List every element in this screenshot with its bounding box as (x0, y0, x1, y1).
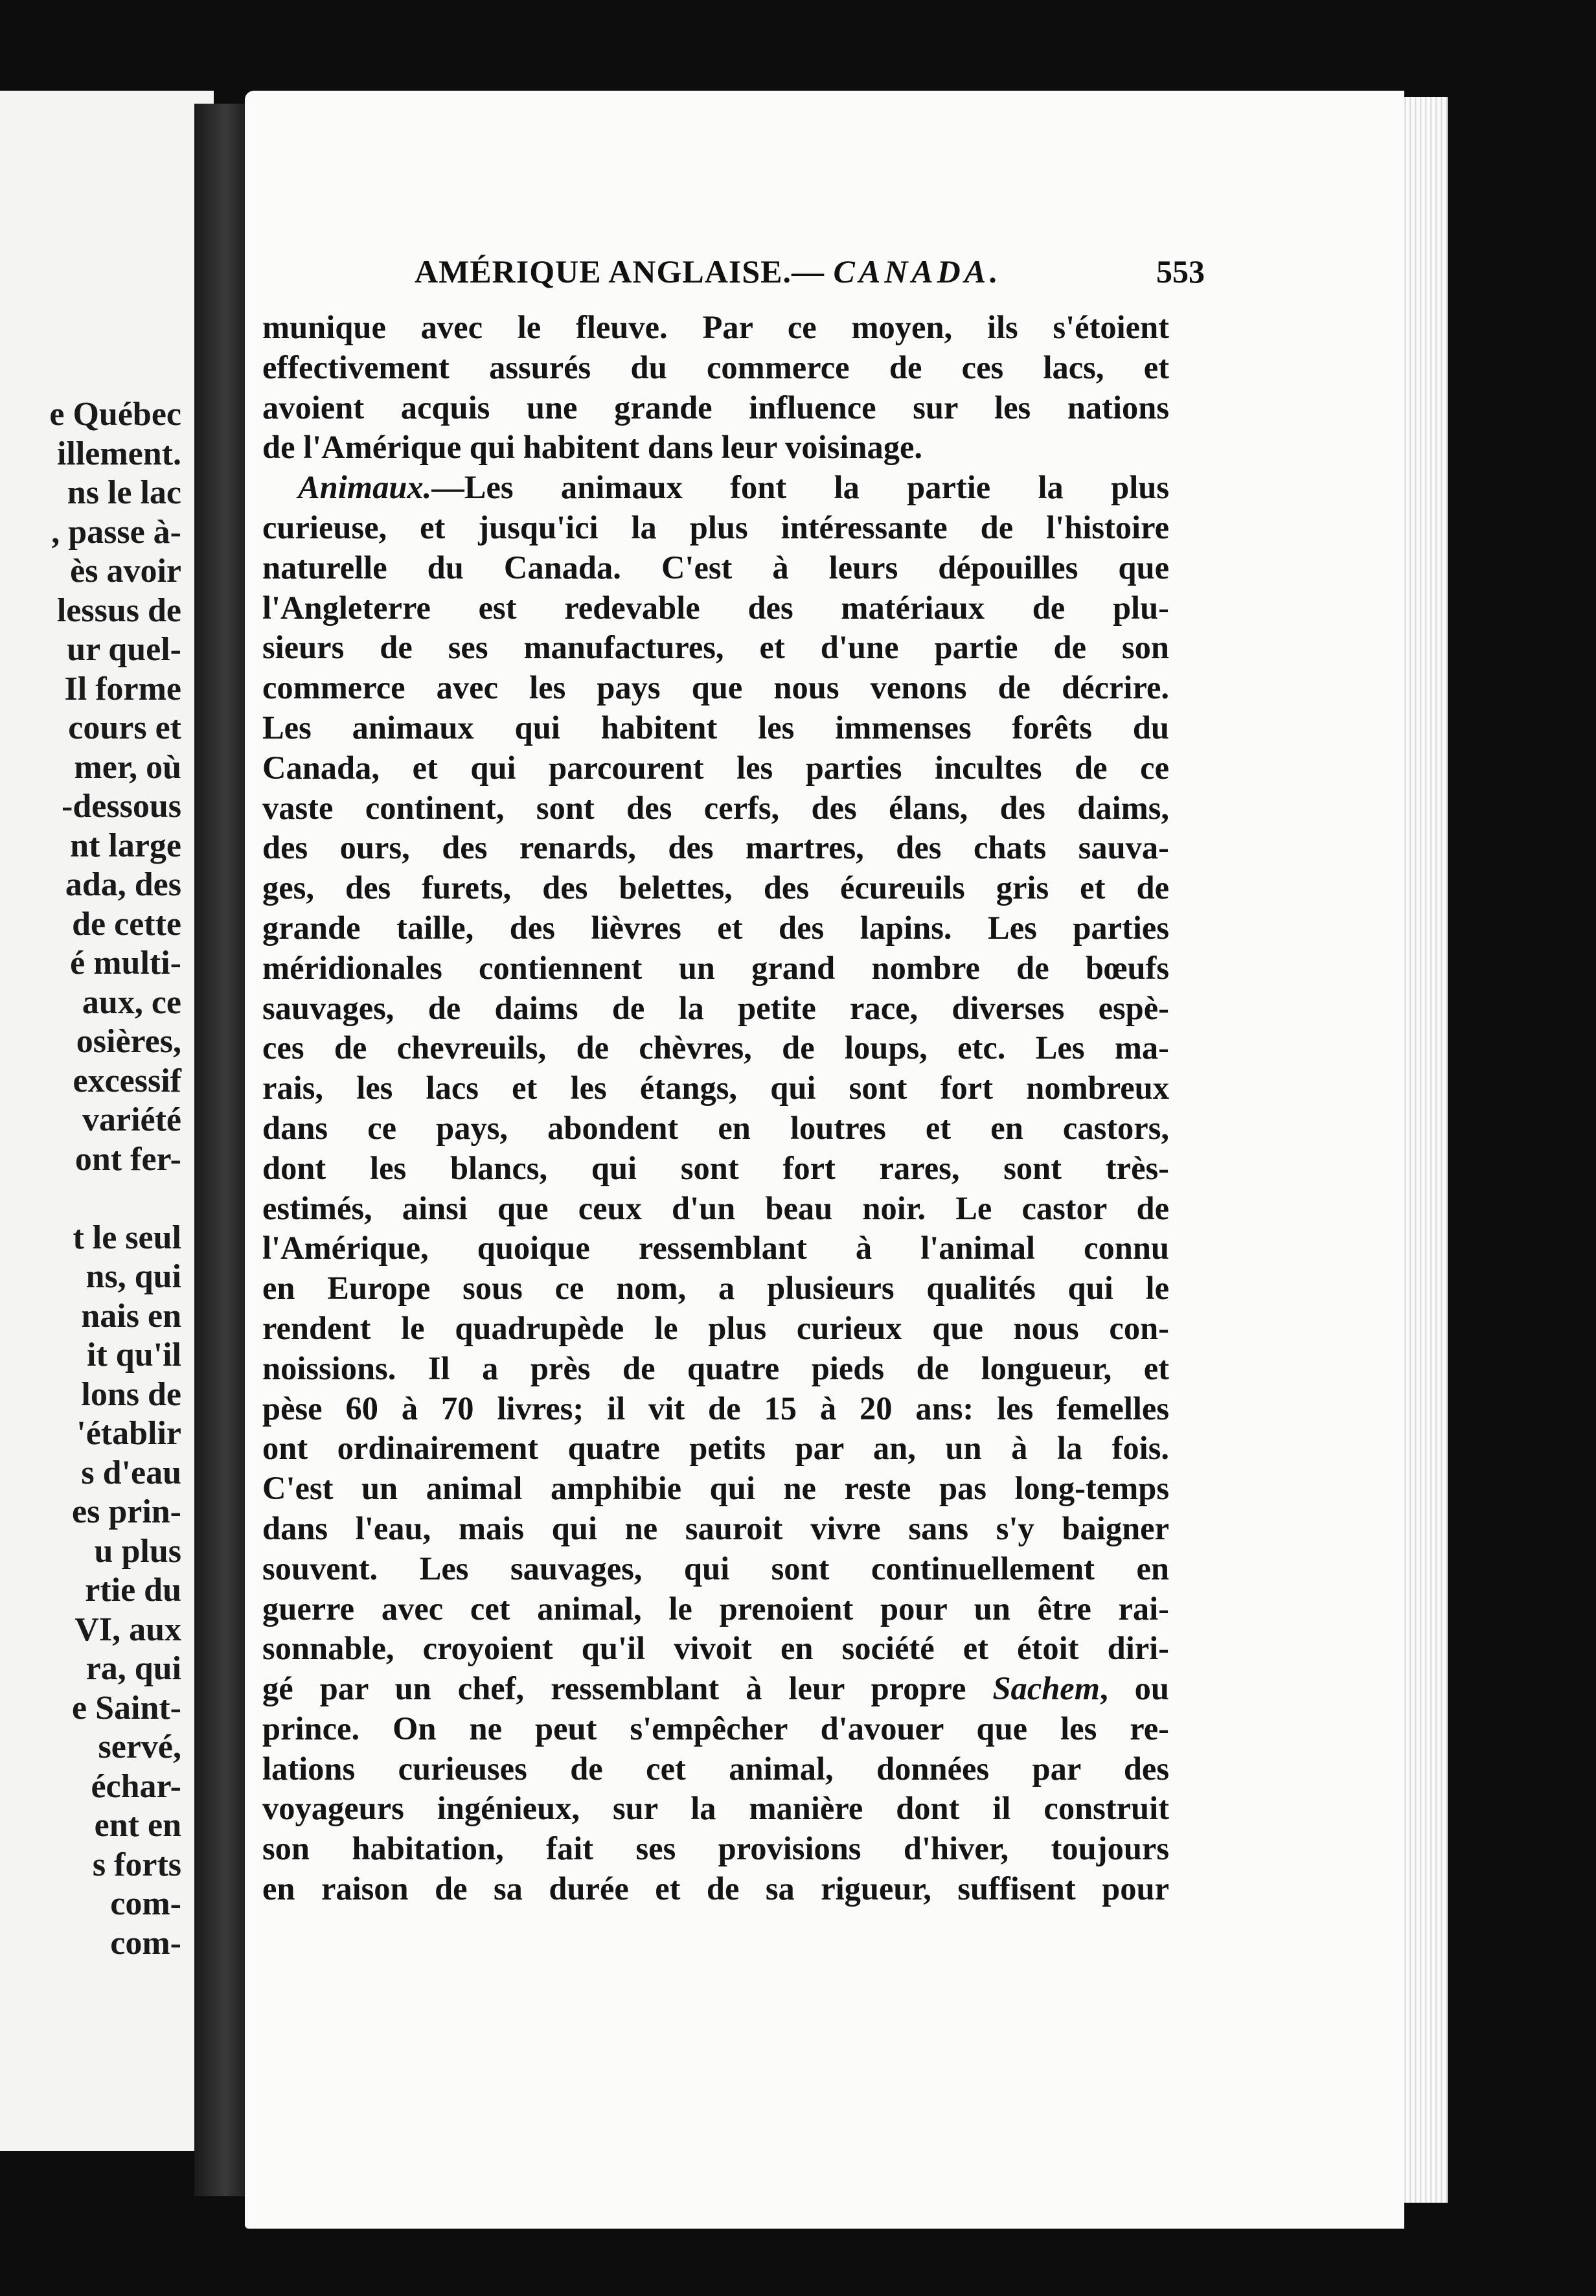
paragraph-start-line (262, 468, 1169, 508)
text-line: rais, les lacs et les étangs, qui sont fort nombreux (262, 1070, 1169, 1107)
text-line: estimés, ainsi que ceux d'un beau noir. Le castor de (262, 1189, 1169, 1226)
left-page-line: nais en (81, 1297, 181, 1335)
left-page-line: osières, (76, 1023, 181, 1060)
text-line: son habitation, fait ses provisions d'hiver, toujours (262, 1830, 1169, 1867)
text-line: en raison de sa durée et de sa rigueur, suffisent pour (262, 1870, 1169, 1907)
left-page (0, 91, 214, 2151)
left-page-line: ur quel- (67, 631, 181, 668)
left-page-line: com- (110, 1885, 181, 1922)
left-page-line: , passe à- (51, 513, 181, 551)
text-line: sonnable, croyoient qu'il vivoit en société et étoit diri- (262, 1630, 1169, 1667)
text-line-fragment: gé par un chef, ressemblant à leur propre (262, 1670, 993, 1707)
left-page-line: VI, aux (74, 1611, 181, 1648)
left-page-line: Il forme (64, 670, 181, 707)
left-page-line: e Québec (49, 396, 181, 433)
left-page-line: de cette (72, 905, 181, 943)
left-page-line: -dessous (62, 788, 181, 825)
left-page-line: t le seul (73, 1219, 181, 1256)
left-page-line: lessus de (56, 591, 181, 629)
left-page-line: échar- (91, 1767, 181, 1805)
left-page-line: e Saint- (72, 1689, 181, 1727)
left-page-line: com- (110, 1924, 181, 1962)
left-page-line: é multi- (70, 945, 181, 982)
left-page-line: es prin- (72, 1493, 181, 1530)
page-number: 553 (1156, 253, 1205, 290)
left-page-line: ont fer- (74, 1140, 181, 1178)
header-dash: — (792, 253, 825, 290)
text-line: sieurs de ses manufactures, et d'une partie de son (262, 629, 1169, 666)
text-line-fragment: , ou (1100, 1670, 1169, 1707)
text-line: ges, des furets, des belettes, des écureuils gris et de (262, 869, 1169, 906)
text-line: prince. On ne peut s'empêcher d'avouer que les re- (262, 1710, 1169, 1747)
left-page-line: lons de (81, 1375, 181, 1413)
text-line: lations curieuses de cet animal, données par des (262, 1750, 1169, 1787)
left-page-line: s forts (92, 1846, 181, 1883)
text-line: C'est un animal amphibie qui ne reste pas long-temps (262, 1470, 1169, 1507)
running-header (415, 253, 1205, 298)
text-line: sauvages, de daims de la petite race, diverses espè- (262, 989, 1169, 1026)
left-page-line: illement. (56, 435, 181, 472)
left-page-line: ès avoir (70, 553, 181, 590)
text-line: l'Amérique, quoique ressemblant à l'animal connu (262, 1230, 1169, 1267)
left-page-line: ra, qui (86, 1650, 181, 1687)
left-page-line: nt large (70, 827, 181, 864)
body-text (262, 308, 1169, 1909)
text-line: l'Angleterre est redevable des matériaux de plu- (262, 589, 1169, 626)
left-page-line: ns, qui (86, 1258, 181, 1295)
left-page-line: excessif (73, 1062, 181, 1099)
text-line: munique avec le fleuve. Par ce moyen, ils s'étoient (262, 309, 1169, 345)
left-page-line: mer, où (74, 748, 181, 786)
text-line: Les animaux qui habitent les immenses forêts du (262, 709, 1169, 746)
left-page-line: s d'eau (81, 1454, 181, 1491)
text-line: noissions. Il a près de quatre pieds de longueur, et (262, 1349, 1169, 1386)
text-line (262, 1669, 1169, 1709)
left-page-line: ent en (94, 1807, 181, 1844)
text-line: en Europe sous ce nom, a plusieurs qualités qui le (262, 1270, 1169, 1307)
text-line: Canada, et qui parcourent les parties incultes de ce (262, 749, 1169, 786)
text-line: des ours, des renards, des martres, des chats sauva- (262, 829, 1169, 866)
text-line: curieuse, et jusqu'ici la plus intéressante de l'histoire (262, 509, 1169, 545)
left-page-line (0, 1179, 181, 1219)
text-line: pèse 60 à 70 livres; il vit de 15 à 20 ans: les femelles (262, 1390, 1169, 1427)
left-page-line: aux, ce (82, 983, 181, 1021)
text-line: vaste continent, sont des cerfs, des élans, des daims, (262, 789, 1169, 826)
left-page-line: ada, des (65, 866, 181, 903)
left-page-line: rtie du (85, 1572, 181, 1609)
left-page-line: u plus (94, 1532, 181, 1570)
section-title: CANADA. (833, 253, 1002, 290)
text-line: dont les blancs, qui sont fort rares, sont très- (262, 1149, 1169, 1186)
left-page-line: variété (82, 1101, 181, 1138)
text-line: ces de chevreuils, de chèvres, de loups, etc. Les ma- (262, 1029, 1169, 1066)
text-line: dans ce pays, abondent en loutres et en castors, (262, 1109, 1169, 1146)
book-gutter (194, 104, 246, 2196)
text-line: voyageurs ingénieux, sur la manière dont il construit (262, 1790, 1169, 1827)
text-line: grande taille, des lièvres et des lapins. Les parties (262, 909, 1169, 946)
text-line: de l'Amérique qui habitent dans leur voisinage. (262, 429, 923, 466)
text-line: rendent le quadrupède le plus curieux que nous con- (262, 1309, 1169, 1346)
left-page-line: it qu'il (87, 1337, 181, 1373)
side-heading-animaux: Animaux. (298, 469, 432, 506)
text-line: méridionales contiennent un grand nombre de bœufs (262, 949, 1169, 986)
left-page-line: servé, (98, 1728, 181, 1765)
italic-term-sachem: Sachem (992, 1670, 1100, 1707)
text-line: guerre avec cet animal, le prenoient pour un être rai- (262, 1590, 1169, 1627)
left-page-line: ns le lac (67, 474, 181, 511)
text-line: ont ordinairement quatre petits par an, un à la fois. (262, 1430, 1169, 1467)
running-title: AMÉRIQUE ANGLAISE. (415, 253, 792, 290)
left-page-line: 'établir (76, 1415, 181, 1452)
left-page-line: cours et (68, 709, 181, 746)
text-line-fragment: —Les animaux font la partie la plus (431, 469, 1169, 506)
text-line: naturelle du Canada. C'est à leurs dépouilles que (262, 549, 1169, 586)
text-line: commerce avec les pays que nous venons de décrire. (262, 669, 1169, 706)
text-line: effectivement assurés du commerce de ces lacs, et (262, 349, 1169, 385)
text-line: souvent. Les sauvages, qui sont continuellement en (262, 1550, 1169, 1587)
left-page-text-column (0, 395, 181, 1963)
text-line: avoient acquis une grande influence sur les nations (262, 389, 1169, 426)
text-line: dans l'eau, mais qui ne sauroit vivre sans s'y baigner (262, 1510, 1169, 1546)
